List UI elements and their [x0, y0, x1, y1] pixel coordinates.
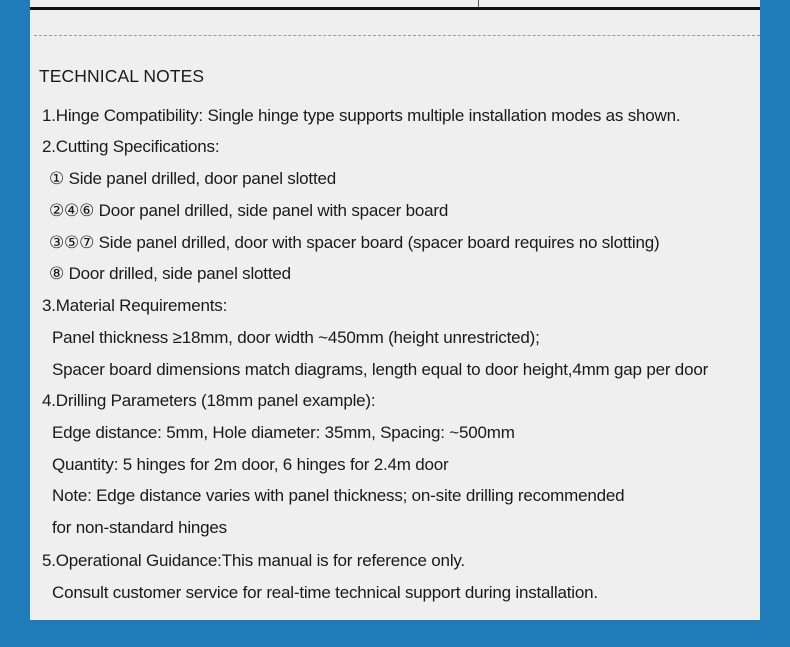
drilling-parameter-distances: Edge distance: 5mm, Hole diameter: 35mm, Spacing: ~500mm — [52, 423, 515, 442]
material-requirement-thickness: Panel thickness ≥18mm, door width ~450mm (height unrestricted); — [52, 328, 540, 347]
operational-guidance-detail: Consult customer service for real-time technical support during installation. — [52, 583, 598, 602]
top-divider — [30, 7, 760, 10]
note-hinge-compatibility: 1.Hinge Compatibility: Single hinge type supports multiple installation modes as shown. — [42, 106, 681, 125]
cutting-spec-item-1: ① Side panel drilled, door panel slotted — [49, 169, 336, 188]
notes-heading: TECHNICAL NOTES — [39, 66, 205, 86]
note-drilling-parameters: 4.Drilling Parameters (18mm panel example): — [42, 391, 376, 410]
cutting-spec-item-4: ⑧ Door drilled, side panel slotted — [49, 264, 291, 283]
note-material-requirements: 3.Material Requirements: — [42, 296, 228, 315]
drilling-parameter-note: Note: Edge distance varies with panel thickness; on-site drilling recommended — [52, 486, 625, 505]
cutting-spec-item-2: ②④⑥ Door panel drilled, side panel with spacer board — [49, 201, 449, 220]
technical-notes-panel — [30, 0, 760, 620]
top-tick-mark — [478, 0, 479, 7]
drilling-parameter-note-continued: for non-standard hinges — [52, 518, 227, 537]
note-cutting-specifications: 2.Cutting Specifications: — [42, 137, 220, 156]
note-operational-guidance: 5.Operational Guidance:This manual is for reference only. — [42, 551, 465, 570]
cutting-spec-item-3: ③⑤⑦ Side panel drilled, door with spacer board (spacer board requires no slotting) — [49, 233, 660, 252]
dashed-divider — [34, 35, 760, 36]
drilling-parameter-quantity: Quantity: 5 hinges for 2m door, 6 hinges for 2.4m door — [52, 455, 449, 474]
material-requirement-spacer: Spacer board dimensions match diagrams, length equal to door height,4mm gap per door — [52, 360, 709, 379]
